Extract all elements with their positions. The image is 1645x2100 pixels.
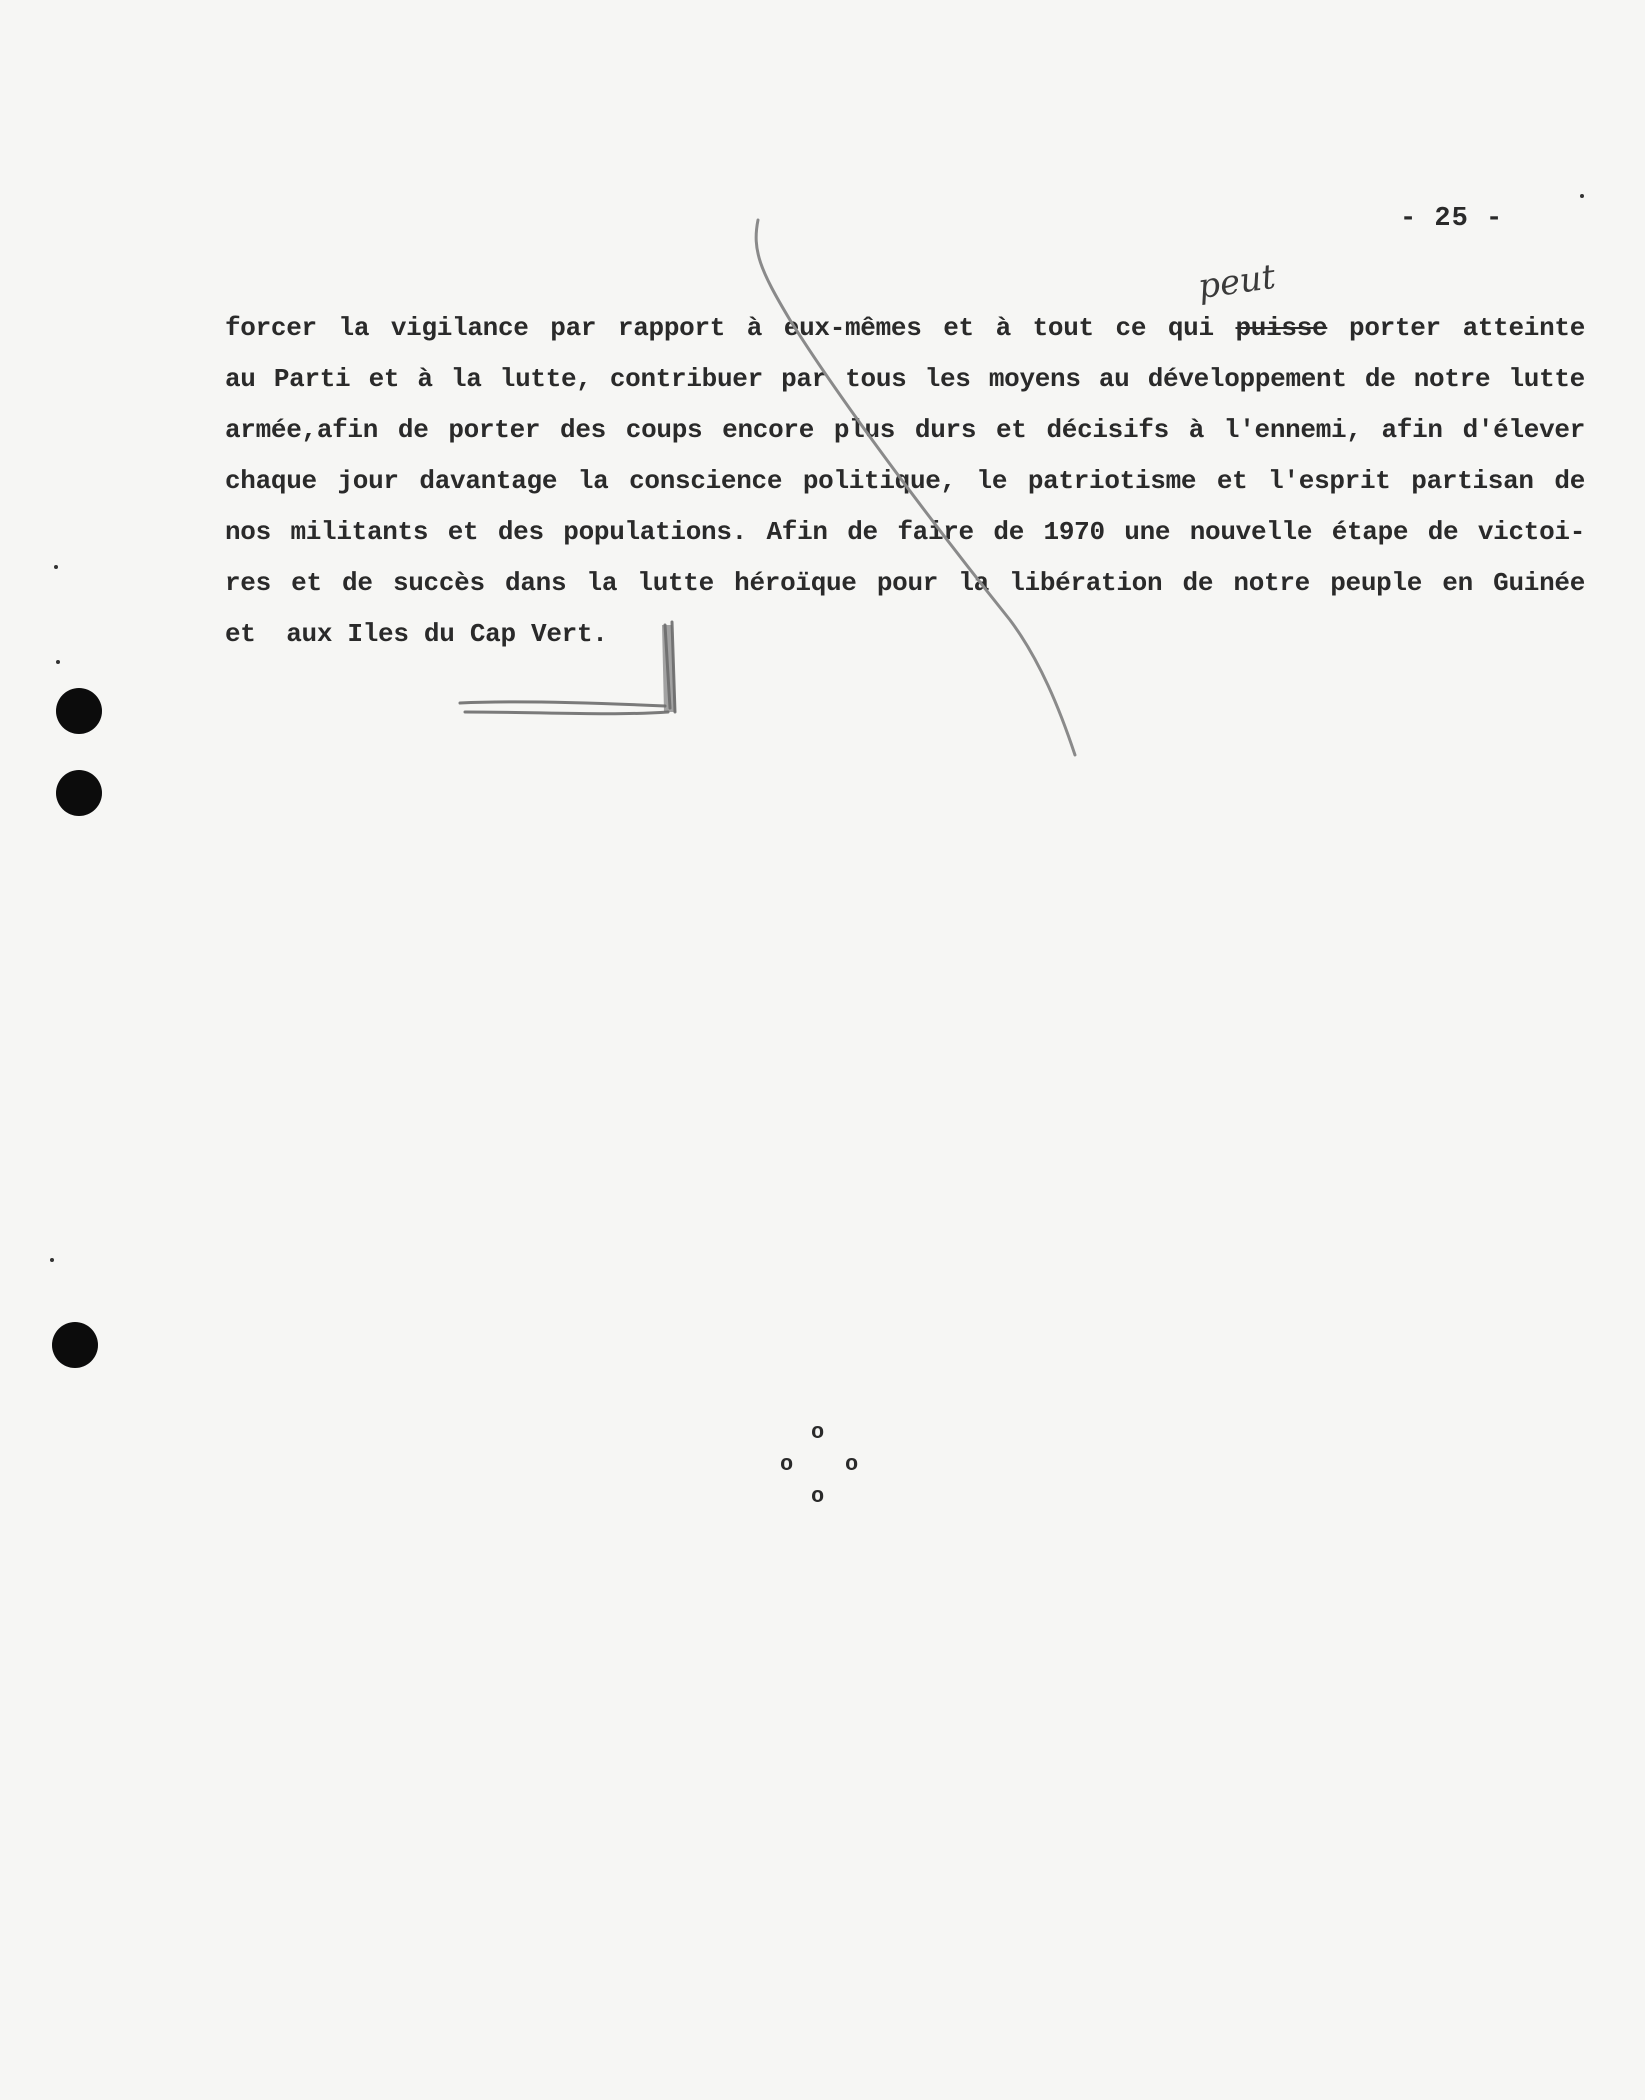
- end-mark-left: o: [780, 1452, 794, 1477]
- punch-hole-bottom: [52, 1322, 98, 1368]
- text-line-5: nos militants et des populations. Afin de faire de 1970 une nouvelle étape de victoi-: [225, 517, 1585, 547]
- speck: [56, 660, 60, 664]
- speck: [50, 1258, 54, 1262]
- punch-hole-top: [56, 688, 102, 734]
- end-mark-bottom: o: [811, 1484, 825, 1509]
- text-line-6: res et de succès dans la lutte héroïque pour la libération de notre peuple en Guinée: [225, 568, 1585, 598]
- punch-hole-middle: [56, 770, 102, 816]
- text-line-1: [225, 303, 1585, 354]
- end-mark-top: o: [811, 1420, 825, 1445]
- line-1-after: porter atteinte: [1327, 313, 1585, 343]
- text-line-3: armée,afin de porter des coups encore plus durs et décisifs à l'ennemi, afin d'élever: [225, 415, 1585, 445]
- handwritten-correction: peut: [1195, 256, 1278, 308]
- speck: [1580, 194, 1584, 198]
- speck: [54, 565, 58, 569]
- end-mark-right: o: [845, 1452, 859, 1477]
- body-text: [225, 303, 1585, 660]
- text-line-4: chaque jour davantage la conscience politique, le patriotisme et l'esprit partisan de: [225, 466, 1585, 496]
- text-line-2: au Parti et à la lutte, contribuer par tous les moyens au développement de notre lutte: [225, 364, 1585, 394]
- struck-word: puisse: [1235, 313, 1328, 343]
- line-1-before: forcer la vigilance par rapport à eux-mêmes et à tout ce qui: [225, 313, 1236, 343]
- page-number: - 25 -: [1400, 204, 1504, 234]
- text-line-7: et aux Iles du Cap Vert.: [225, 619, 608, 649]
